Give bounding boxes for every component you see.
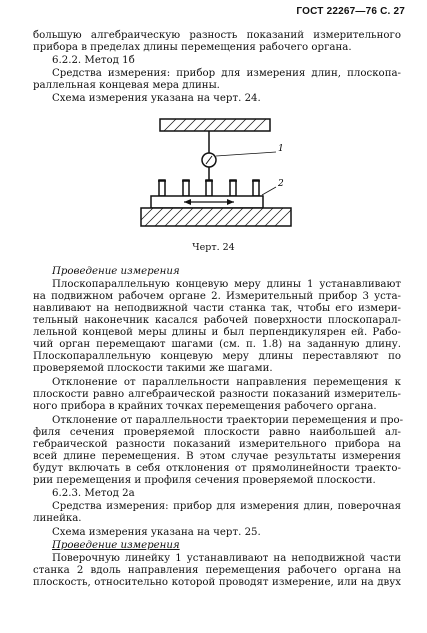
gauge-block — [206, 180, 212, 196]
machine-bed — [141, 208, 291, 226]
text-line: на подвижном рабочем органе 2. Измерительный прибор 3 уста- — [33, 291, 401, 302]
text-line: прибора в пределах длины перемещения рабочего органа. — [33, 42, 352, 53]
section-heading-6-2-3: 6.2.3. Метод 2а — [52, 488, 135, 499]
figure-24-diagram — [0, 0, 427, 260]
fixed-part-block — [160, 119, 270, 131]
text-line: Отклонение от параллельности направления перемещения к — [52, 377, 401, 388]
section-heading-6-2-2: 6.2.2. Метод 1б — [52, 55, 135, 66]
text-line: всей длине перемещения. В этом случае результаты измерения — [33, 451, 401, 462]
leader-line-2 — [262, 187, 276, 195]
text-line: навливают на неподвижной части станка так, чтобы его измери- — [33, 303, 401, 314]
text-line: лельной концевой меры длины и был перпендикулярен ей. Рабо- — [33, 327, 401, 338]
text-line: рии перемещения и профиля сечения проверяемой плоскости. — [33, 475, 376, 486]
text-line: плоскости равно алгебраической разности показаний измеритель- — [33, 389, 401, 400]
text-line: Средства измерения: прибор для измерения длин, поверочная — [52, 501, 401, 512]
figure-label-1: 1 — [278, 144, 284, 154]
gauge-block — [230, 180, 236, 196]
text-line: гебраической разности показаний измерительного прибора на — [33, 439, 401, 450]
page-header: ГОСТ 22267—76 С. 27 — [296, 6, 405, 17]
gauge-block — [183, 180, 189, 196]
figure-label-2: 2 — [278, 179, 284, 189]
text-line: филя сечения проверяемой плоскости равно наибольшей ал- — [33, 427, 401, 438]
figure-caption: Черт. 24 — [192, 242, 235, 253]
text-line: Плоскопараллельную концевую меру длины 1 устанавливают — [52, 279, 401, 290]
text-line: большую алгебраическую разность показаний измерительного — [33, 30, 401, 41]
text-line: Поверочную линейку 1 устанавливают на неподвижной части — [52, 553, 401, 564]
leader-line-1 — [216, 152, 276, 156]
text-line: тельный наконечник касался рабочей поверхности плоскопарал- — [33, 315, 401, 326]
text-line: раллельная концевая мера длины. — [33, 80, 220, 91]
text-line: будут включать в себя отклонения от прямолинейности траекто- — [33, 463, 401, 474]
text-line: Плоскопараллельную концевую меру длины переставляют по — [33, 351, 401, 362]
gauge-block — [253, 180, 259, 196]
text-line: ного прибора в крайних точках перемещения рабочего органа. — [33, 401, 377, 412]
text-line: чий орган перемещают шагами (см. п. 1.8) на заданную длину. — [33, 339, 401, 350]
gauge-blocks — [159, 180, 259, 196]
subsection-heading: Проведение измерения — [52, 540, 180, 551]
text-line: линейка. — [33, 513, 82, 524]
subsection-heading: Проведение измерения — [52, 266, 180, 277]
text-line: Схема измерения указана на черт. 24. — [52, 93, 261, 104]
text-line: плоскость, относительно которой проводят измерение, или на двух — [33, 577, 401, 588]
text-line: станка 2 вдоль направления перемещения рабочего органа на — [33, 565, 401, 576]
text-line: Средства измерения: прибор для измерения длин, плоскопа- — [52, 68, 401, 79]
text-line: Отклонение от параллельности траектории перемещения и про- — [52, 415, 404, 426]
gauge-block — [159, 180, 165, 196]
text-line: Схема измерения указана на черт. 25. — [52, 527, 261, 538]
text-line: проверяемой плоскости такими же шагами. — [33, 363, 273, 374]
